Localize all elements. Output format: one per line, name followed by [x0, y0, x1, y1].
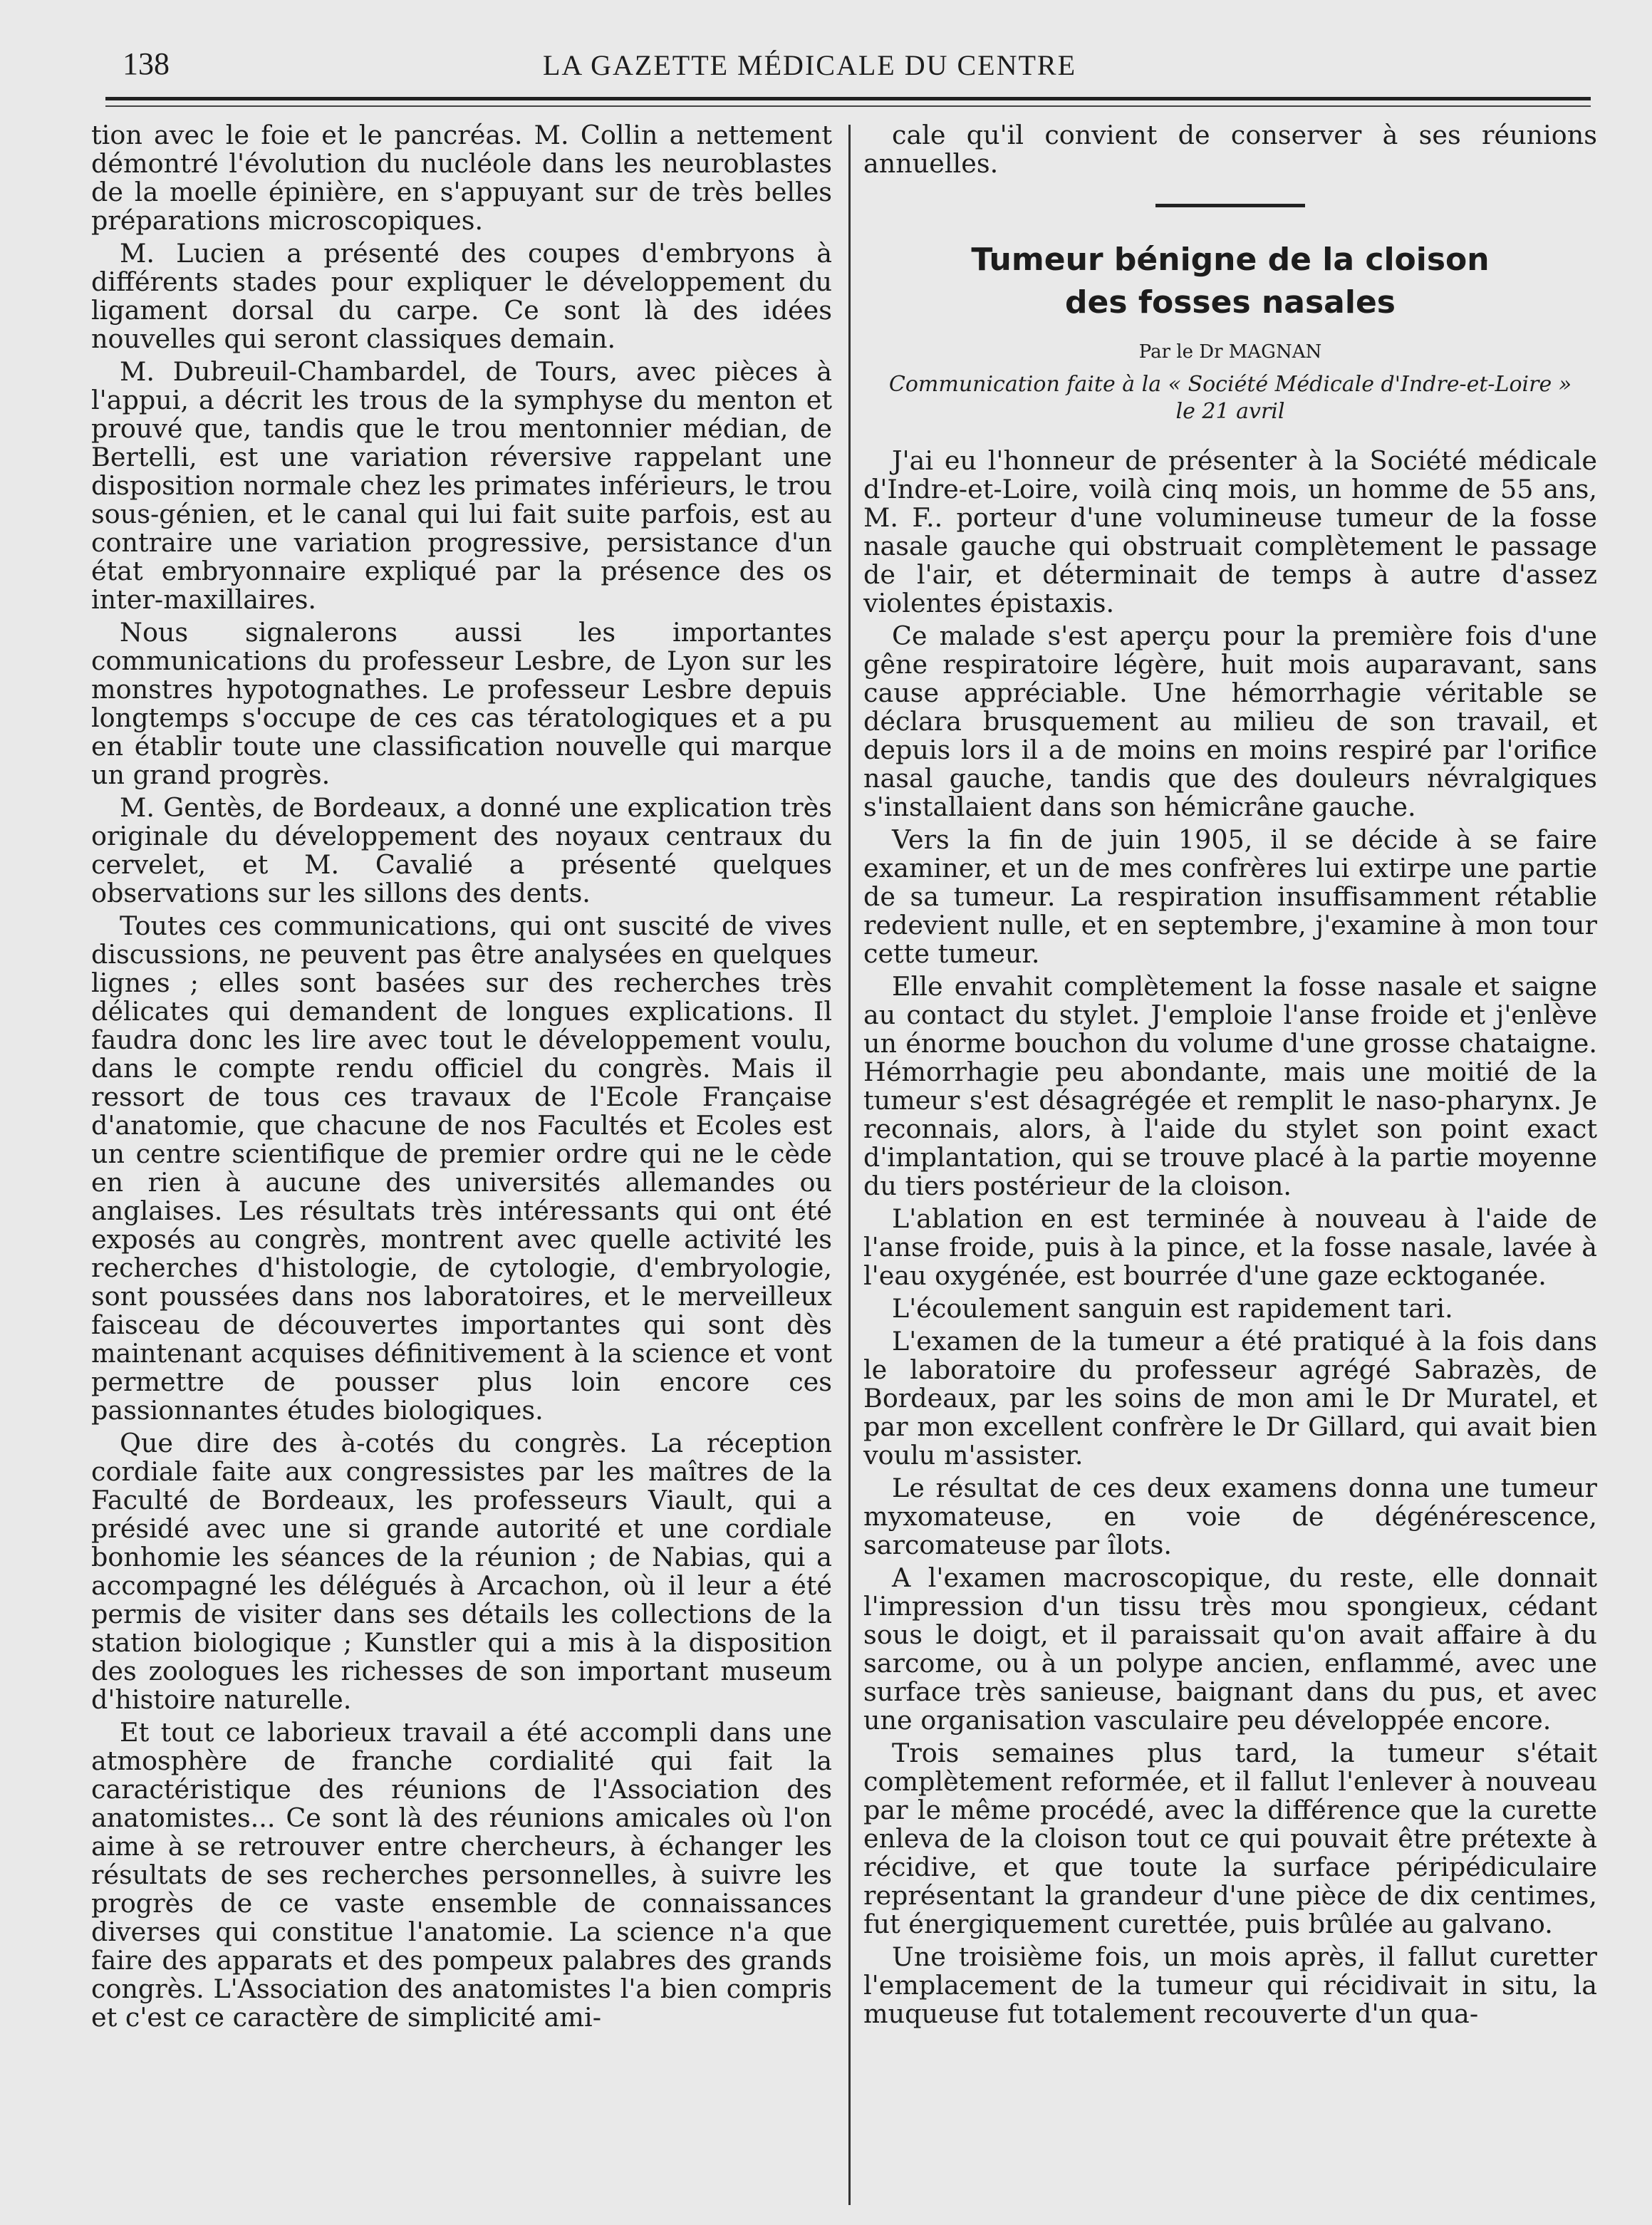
- header-rule: [105, 97, 1591, 100]
- column-divider: [848, 125, 851, 2205]
- left-column: [91, 121, 832, 2036]
- paragraph: L'examen de la tumeur a été pratiqué à la fois dans le laboratoire du professeur agrégé Sabrazès, de Bordeaux, par les soins de mon ami le Dr Muratel, et par mon excellent confrère le Dr Gillard, qui avait bien voulu m'assister.: [863, 1326, 1597, 1471]
- paragraph: M. Dubreuil-Chambardel, de Tours, avec pièces à l'appui, a décrit les trous de la symphyse du menton et prouvé que, tandis que le trou mentonnier médian, de Bertelli, est une variation réversive rappelant une disposition normale chez les primates inférieurs, le trou sous-génien, et le canal qui lui fait suite parfois, est au contraire une variation progressive, persistance d'un état embryonnaire expliqué par la présence des os inter-maxillaires.: [91, 356, 832, 615]
- article-title-line: Tumeur bénigne de la cloison: [971, 242, 1490, 278]
- paragraph: J'ai eu l'honneur de présenter à la Société médicale d'Indre-et-Loire, voilà cinq mois, un homme de 55 ans, M. F.. porteur d'une volumineuse tumeur de la fosse nasale gauche qui obstruait complètement le passage de l'air, et déterminait de temps à autre d'assez violentes épistaxis.: [863, 445, 1597, 618]
- paragraph: M. Lucien a présenté des coupes d'embryons à différents stades pour expliquer le développement du ligament dorsal du carpe. Ce sont là des idées nouvelles qui seront classiques demain.: [91, 238, 832, 354]
- paragraph: Et tout ce laborieux travail a été accompli dans une atmosphère de franche cordialité qui fait la caractéristique des réunions de l'Association des anatomistes... Ce sont là des réunions amicales où l'on aime à se retrouver entre chercheurs, à échanger les résultats de ses recherches personnelles, à suivre les progrès de ce vaste ensemble de connaissances diverses qui constitue l'anatomie. La science n'a que faire des apparats et des pompeux palabres des grands congrès. L'Association des anatomistes l'a bien compris et c'est ce caractère de simplicité ami-: [91, 1717, 832, 2033]
- paragraph: Ce malade s'est aperçu pour la première fois d'une gêne respiratoire légère, huit mois auparavant, sans cause appréciable. Une hémorrhagie véritable se déclara brusquement au milieu de son travail, et depuis lors il a de moins en moins respiré par l'orifice nasal gauche, tandis que des douleurs névralgiques s'installaient dans son hémicrâne gauche.: [863, 621, 1597, 822]
- paragraph: L'écoulement sanguin est rapidement tari.: [892, 1293, 1453, 1324]
- paragraph: Une troisième fois, un mois après, il fallut curetter l'emplacement de la tumeur qui récidivait in situ, la muqueuse fut totalement recouverte d'un qua-: [863, 1941, 1597, 2029]
- section-separator: [1155, 204, 1305, 207]
- paragraph: Elle envahit complètement la fosse nasale et saigne au contact du stylet. J'emploie l'anse froide et j'enlève un énorme bouchon du volume d'une grosse chataigne. Hémorrhagie peu abondante, mais une moitié de la tumeur s'est désagrégée et remplit le naso-pharynx. Je reconnais, alors, à l'aide du stylet son point exact d'implantation, qui se trouve placé à la partie moyenne du tiers postérieur de la cloison.: [863, 971, 1597, 1201]
- paragraph: L'ablation en est terminée à nouveau à l'aide de l'anse froide, puis à la pince, et la fosse nasale, lavée à l'eau oxygénée, est bourrée d'une gaze ecktoganée.: [863, 1203, 1597, 1291]
- page-number: 138: [123, 46, 170, 81]
- communication-note: [863, 371, 1597, 425]
- paragraph: Que dire des à-cotés du congrès. La réception cordiale faite aux congressistes par les maîtres de la Faculté de Bordeaux, les professeurs Viault, qui a présidé avec une si grande autorité et une cordiale bonhomie les séances de la réunion ; de Nabias, qui a accompagné les délégués à Arcachon, où il leur a été permis de visiter dans ses détails les collections de la station biologique ; Kunstler qui a mis à la disposition des zoologues les richesses de son important museum d'histoire naturelle.: [91, 1428, 832, 1715]
- paragraph: tion avec le foie et le pancréas. M. Collin a nettement démontré l'évolution du nucléole dans les neuroblastes de la moelle épinière, en s'appuyant sur de très belles préparations microscopiques.: [91, 120, 832, 236]
- page-header: [123, 41, 1590, 91]
- paragraph: Le résultat de ces deux examens donna une tumeur myxomateuse, en voie de dégénérescence, sarcomateuse par îlots.: [863, 1473, 1597, 1560]
- paragraph: M. Gentès, de Bordeaux, a donné une explication très originale du développement des noyaux centraux du cervelet, et M. Cavalié a présenté quelques observations sur les sillons des dents.: [91, 792, 832, 908]
- running-title: LA GAZETTE MÉDICALE DU CENTRE: [543, 49, 1077, 81]
- paragraph: Toutes ces communications, qui ont suscité de vives discussions, ne peuvent pas être analysées en quelques lignes ; elles sont basées sur des recherches très délicates qui demandent de longues explications. Il faudra donc les lire avec tout le développement voulu, dans le compte rendu officiel du congrès. Mais il ressort de tous ces travaux de l'Ecole Française d'anatomie, que chacune de nos Facultés et Ecoles est un centre scientifique de premier ordre qui ne le cède en rien à aucune des universités allemandes ou anglaises. Les résultats très intéressants qui ont été exposés au congrès, montrent avec quelle activité les recherches d'histologie, de cytologie, d'embryologie, sont poussées dans nos laboratoires, et le merveilleux faisceau de découvertes importantes qui sont dès maintenant acquises définitivement à la science et vont permettre de pousser plus loin encore ces passionnantes études biologiques.: [91, 911, 832, 1426]
- right-column: [863, 121, 1597, 2033]
- paragraph: Nous signalerons aussi les importantes communications du professeur Lesbre, de Lyon sur les monstres hypotognathes. Le professeur Lesbre depuis longtemps s'occupe de ces cas tératologiques et a pu en établir toute une classification nouvelle qui marque un grand progrès.: [91, 617, 832, 790]
- communication-line: Communication faite à la « Société Médicale d'Indre-et-Loire »: [888, 372, 1572, 397]
- article-title: [863, 239, 1597, 324]
- paragraph-continuation: cale qu'il convient de conserver à ses réunions annuelles.: [863, 120, 1597, 179]
- article-byline: Par le Dr MAGNAN: [1138, 341, 1322, 363]
- communication-line: le 21 avril: [1175, 399, 1285, 424]
- paragraph: Trois semaines plus tard, la tumeur s'était complètement reformée, et il fallut l'enlever à nouveau par le même procédé, avec la différence que la curette enleva de la cloison tout ce qui pouvait être prétexte à récidive, et que toute la surface péripédiculaire représentant la grandeur d'une pièce de dix centimes, fut énergiquement curettée, puis brûlée au galvano.: [863, 1738, 1597, 1939]
- paragraph: Vers la fin de juin 1905, il se décide à se faire examiner, et un de mes confrères lui extirpe une partie de sa tumeur. La respiration insuffisamment rétablie redevient nulle, et en septembre, j'examine à mon tour cette tumeur.: [863, 824, 1597, 969]
- header-rule-thin: [105, 105, 1591, 107]
- paragraph: A l'examen macroscopique, du reste, elle donnait l'impression d'un tissu très mou spongieux, cédant sous le doigt, et il paraissait qu'on avait affaire à du sarcome, ou à un polype ancien, enflammé, avec une surface très sanieuse, baignant dans du pus, et avec une organisation vasculaire peu développée encore.: [863, 1562, 1597, 1736]
- article-title-line: des fosses nasales: [1065, 284, 1396, 321]
